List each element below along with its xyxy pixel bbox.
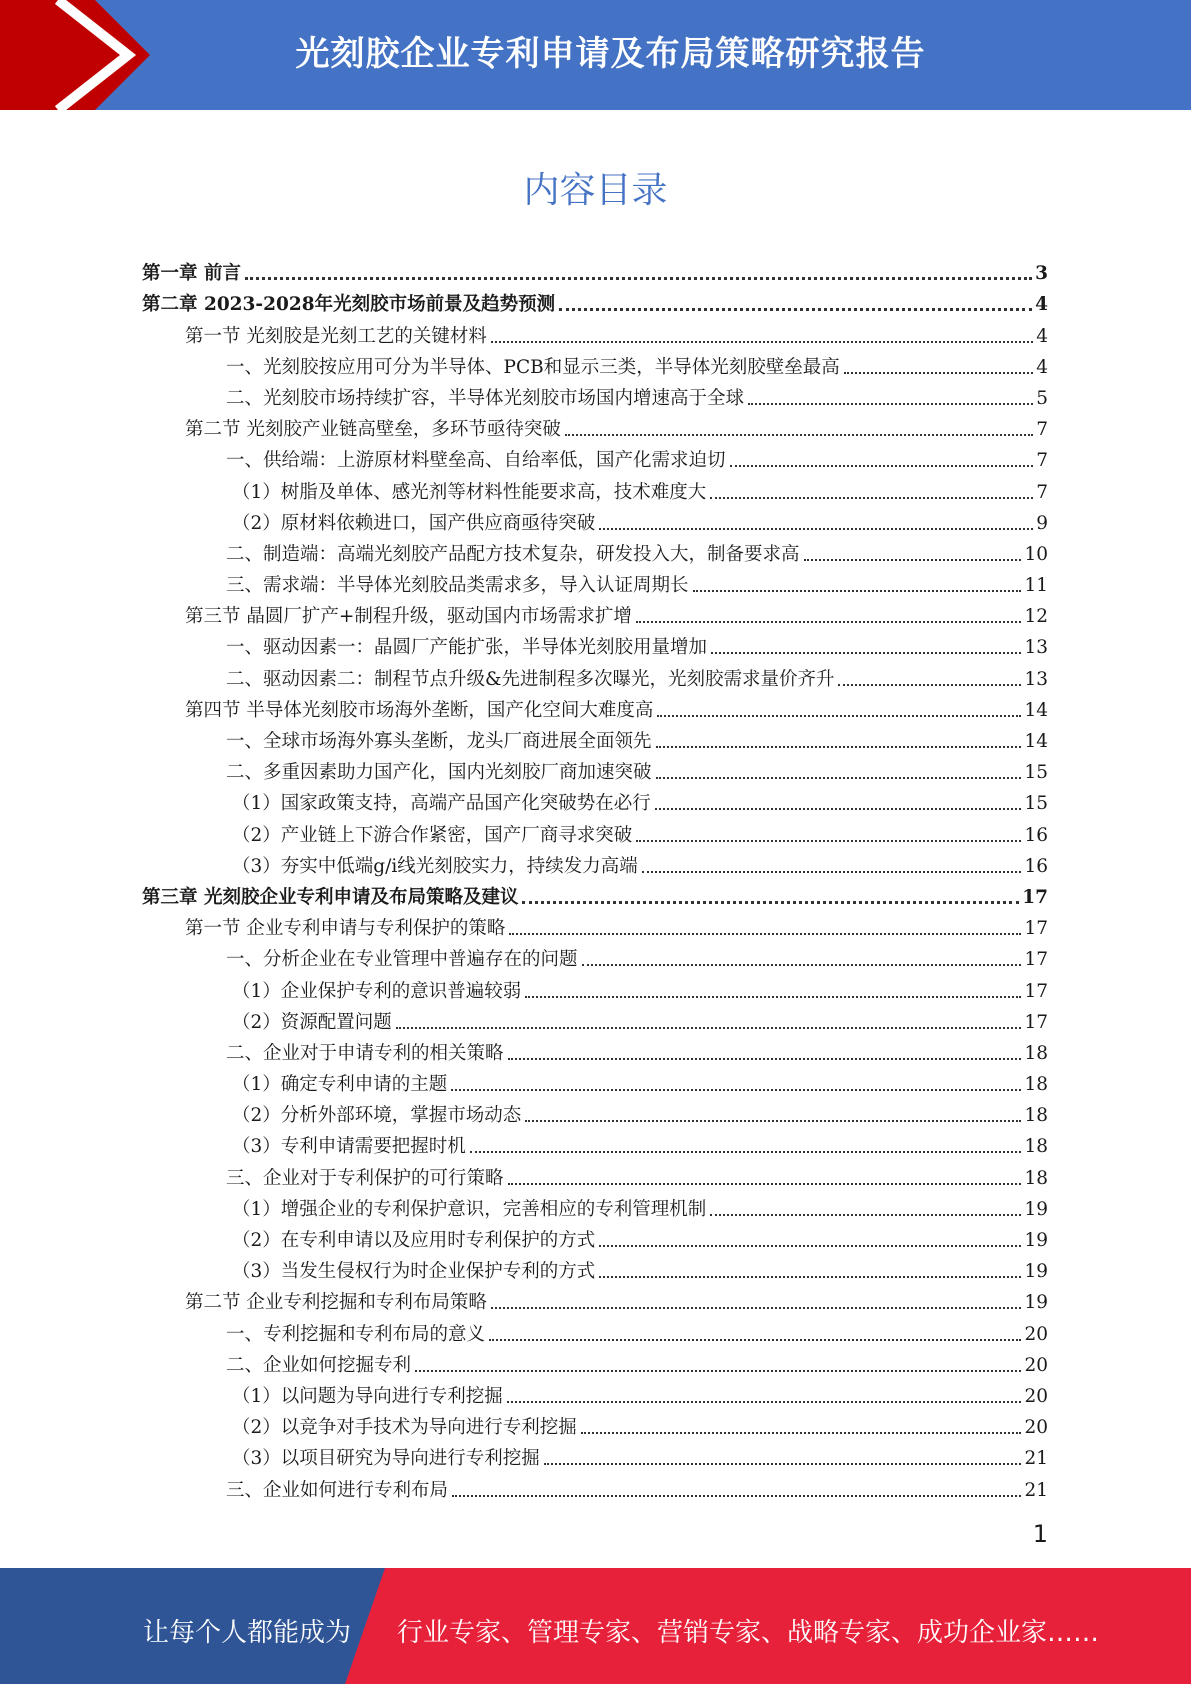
toc-entry[interactable] xyxy=(142,316,1048,347)
toc-entry-title: （1）树脂及单体、感光剂等材料性能要求高，技术难度大 xyxy=(232,481,707,503)
toc-entry-page: 17 xyxy=(1024,918,1048,940)
toc-leader-dots xyxy=(470,1151,1022,1153)
toc-entry[interactable] xyxy=(142,722,1048,753)
toc-entry-title: （3）夯实中低端g/i线光刻胶实力，持续发力高端 xyxy=(232,855,638,877)
toc-leader-dots xyxy=(582,964,1022,966)
toc-leader-dots xyxy=(396,1027,1022,1029)
toc-leader-dots xyxy=(657,715,1021,717)
toc-leader-dots xyxy=(565,434,1033,436)
toc-entry-title: 三、企业对于专利保护的可行策略 xyxy=(226,1167,504,1189)
toc-entry[interactable] xyxy=(142,1065,1048,1096)
toc-entry[interactable] xyxy=(142,535,1048,566)
toc-leader-dots xyxy=(599,528,1033,530)
toc-entry-title: （3）以项目研究为导向进行专利挖掘 xyxy=(232,1448,540,1470)
toc-entry[interactable] xyxy=(142,659,1048,690)
toc-entry-page: 16 xyxy=(1024,855,1048,877)
toc-entry[interactable] xyxy=(142,909,1048,940)
toc-entry[interactable] xyxy=(142,971,1048,1002)
toc-entry-page: 12 xyxy=(1024,606,1048,628)
toc-entry[interactable] xyxy=(142,504,1048,535)
toc-entry-page: 18 xyxy=(1024,1136,1048,1158)
toc-entry-page: 7 xyxy=(1036,419,1048,441)
toc-entry-title: 三、需求端：半导体光刻胶品类需求多，导入认证周期长 xyxy=(226,575,689,597)
toc-leader-dots xyxy=(581,1432,1022,1434)
toc-leader-dots xyxy=(415,1370,1021,1372)
toc-entry-page: 18 xyxy=(1024,1074,1048,1096)
toc-entry-title: （1）以问题为导向进行专利挖掘 xyxy=(232,1385,503,1407)
toc-entry-page: 19 xyxy=(1024,1261,1048,1283)
toc-entry[interactable] xyxy=(142,441,1048,472)
toc-entry-title: （1）增强企业的专利保护意识，完善相应的专利管理机制 xyxy=(232,1198,707,1220)
toc-entry-page: 21 xyxy=(1024,1479,1048,1501)
toc-entry-title: （1）企业保护专利的意识普遍较弱 xyxy=(232,980,522,1002)
toc-entry[interactable] xyxy=(142,472,1048,503)
toc-entry-title: 第四节 半导体光刻胶市场海外垄断，国产化空间大难度高 xyxy=(185,699,654,721)
toc-entry-page: 17 xyxy=(1022,886,1048,908)
toc-entry-page: 13 xyxy=(1024,637,1048,659)
toc-entry-title: 第二章 2023-2028年光刻胶市场前景及趋势预测 xyxy=(142,294,556,316)
toc-entry-page: 20 xyxy=(1024,1354,1048,1376)
toc-leader-dots xyxy=(559,308,1032,311)
toc-entry-title: （3）当发生侵权行为时企业保护专利的方式 xyxy=(232,1261,596,1283)
toc-leader-dots xyxy=(508,1183,1022,1185)
toc-entry[interactable] xyxy=(142,1221,1048,1252)
toc-leader-dots xyxy=(655,808,1022,810)
toc-entry-title: （2）在专利申请以及应用时专利保护的方式 xyxy=(232,1230,596,1251)
footer-banner xyxy=(0,1568,1191,1684)
toc-entry[interactable] xyxy=(142,285,1048,316)
toc-entry-title: （2）分析外部环境，掌握市场动态 xyxy=(232,1105,522,1127)
toc-entry-page: 21 xyxy=(1024,1448,1048,1470)
toc-entry[interactable] xyxy=(142,1034,1048,1065)
toc-entry[interactable] xyxy=(142,1439,1048,1470)
toc-leader-dots xyxy=(838,684,1021,686)
toc-entry[interactable] xyxy=(142,348,1048,379)
footer-slogan-left: 让每个人都能成为 xyxy=(143,1618,352,1648)
toc-entry-page: 18 xyxy=(1024,1042,1048,1064)
toc-entry-page: 14 xyxy=(1024,699,1048,721)
toc-entry[interactable] xyxy=(142,597,1048,628)
toc-entry-title: 二、制造端：高端光刻胶产品配方技术复杂，研发投入大，制备要求高 xyxy=(226,543,800,565)
toc-entry[interactable] xyxy=(142,379,1048,410)
toc-entry-title: 第一节 企业专利申请与专利保护的策略 xyxy=(185,918,506,940)
toc-leader-dots xyxy=(489,1339,1021,1341)
toc-entry-page: 20 xyxy=(1024,1385,1048,1407)
toc-leader-dots xyxy=(525,996,1021,998)
toc-entry-page: 11 xyxy=(1024,575,1048,597)
toc-leader-dots xyxy=(491,341,1033,343)
toc-leader-dots xyxy=(525,1120,1021,1122)
chevron-arrow-icon xyxy=(0,0,150,110)
toc-leader-dots xyxy=(748,403,1033,405)
toc-leader-dots xyxy=(636,621,1022,623)
toc-leader-dots xyxy=(656,777,1022,779)
toc-entry-title: （2）原材料依赖进口，国产供应商亟待突破 xyxy=(232,512,596,534)
toc-leader-dots xyxy=(710,1214,1021,1216)
toc-heading: 内容目录 xyxy=(523,170,668,211)
toc-entry-page: 4 xyxy=(1036,356,1048,378)
toc-entry-page: 3 xyxy=(1035,263,1048,285)
toc-leader-dots xyxy=(509,933,1021,935)
toc-entry[interactable] xyxy=(142,1408,1048,1439)
toc-leader-dots xyxy=(693,590,1022,592)
toc-entry[interactable] xyxy=(142,878,1048,909)
toc-leader-dots xyxy=(711,652,1021,654)
toc-entry[interactable] xyxy=(142,566,1048,597)
toc-entry-title: 二、光刻胶市场持续扩容，半导体光刻胶市场国内增速高于全球 xyxy=(226,387,745,409)
toc-entry-title: 一、专利挖掘和专利布局的意义 xyxy=(226,1323,486,1345)
page-number: 1 xyxy=(1032,1520,1048,1548)
toc-entry-page: 7 xyxy=(1036,481,1048,503)
toc-entry-title: （1）国家政策支持，高端产品国产化突破势在必行 xyxy=(232,793,651,815)
toc-entry[interactable] xyxy=(142,1377,1048,1408)
toc-entry-title: 第二节 企业专利挖掘和专利布局策略 xyxy=(185,1292,487,1314)
toc-entry[interactable] xyxy=(142,1346,1048,1377)
toc-entry-title: 第三节 晶圆厂扩产+制程升级，驱动国内市场需求扩增 xyxy=(185,606,632,628)
toc-entry-page: 18 xyxy=(1024,1105,1048,1127)
toc-entry-title: 第二节 光刻胶产业链高壁垒，多环节亟待突破 xyxy=(185,419,561,441)
toc-entry-title: （1）确定专利申请的主题 xyxy=(232,1074,448,1096)
toc-entry-title: 二、多重因素助力国产化，国内光刻胶厂商加速突破 xyxy=(226,762,652,784)
toc-entry-page: 9 xyxy=(1036,512,1048,534)
toc-entry-page: 10 xyxy=(1024,543,1048,565)
toc-entry-page: 19 xyxy=(1024,1292,1048,1314)
toc-entry-title: 一、全球市场海外寡头垄断，龙头厂商进展全面领先 xyxy=(226,731,652,752)
toc-leader-dots xyxy=(656,746,1022,748)
toc-entry-title: （2）产业链上下游合作紧密，国产厂商寻求突破 xyxy=(232,824,633,846)
toc-leader-dots xyxy=(522,901,1019,904)
toc-entry-page: 19 xyxy=(1024,1230,1048,1251)
toc-leader-dots xyxy=(599,1276,1021,1278)
toc-entry[interactable] xyxy=(142,1127,1048,1158)
toc-entry-title: 一、分析企业在专业管理中普遍存在的问题 xyxy=(226,949,578,971)
toc-entry-page: 20 xyxy=(1024,1323,1048,1345)
toc-entry[interactable] xyxy=(142,1003,1048,1034)
toc-entry[interactable] xyxy=(142,1158,1048,1189)
toc-entry-page: 4 xyxy=(1035,294,1048,316)
toc-entry-title: 三、企业如何进行专利布局 xyxy=(226,1479,449,1501)
toc-leader-dots xyxy=(451,1089,1021,1091)
toc-leader-dots xyxy=(710,497,1033,499)
toc-entry[interactable] xyxy=(142,1283,1048,1314)
toc-entry-page: 5 xyxy=(1036,387,1048,409)
table-of-contents xyxy=(142,254,1048,1502)
toc-leader-dots xyxy=(544,1463,1022,1465)
header-banner xyxy=(0,0,1191,110)
toc-entry-page: 13 xyxy=(1024,668,1048,690)
toc-entry-page: 17 xyxy=(1024,1011,1048,1033)
toc-entry[interactable] xyxy=(142,254,1048,285)
toc-entry[interactable] xyxy=(142,410,1048,441)
toc-entry[interactable] xyxy=(142,1314,1048,1345)
toc-entry-page: 20 xyxy=(1024,1417,1048,1439)
toc-entry[interactable] xyxy=(142,940,1048,971)
toc-entry[interactable] xyxy=(142,691,1048,722)
toc-entry-page: 15 xyxy=(1024,762,1048,784)
toc-entry-page: 7 xyxy=(1036,450,1048,472)
toc-entry[interactable] xyxy=(142,1252,1048,1283)
toc-entry-title: （3）专利申请需要把握时机 xyxy=(232,1136,466,1158)
toc-leader-dots xyxy=(508,1058,1022,1060)
toc-entry-page: 17 xyxy=(1024,949,1048,971)
toc-entry-title: 第三章 光刻胶企业专利申请及布局策略及建议 xyxy=(142,886,519,908)
toc-entry-page: 18 xyxy=(1024,1167,1048,1189)
toc-entry[interactable] xyxy=(142,1190,1048,1221)
document-title: 光刻胶企业专利申请及布局策略研究报告 xyxy=(295,34,926,74)
footer-slogan-right: 行业专家、管理专家、营销专家、战略专家、成功企业家…… xyxy=(397,1618,1100,1648)
toc-leader-dots xyxy=(636,840,1021,842)
toc-entry-title: 一、供给端：上游原材料壁垒高、自给率低，国产化需求迫切 xyxy=(226,450,726,472)
toc-entry-title: 一、驱动因素一：晶圆厂产能扩张，半导体光刻胶用量增加 xyxy=(226,637,708,659)
toc-leader-dots xyxy=(844,372,1034,374)
toc-entry-title: 第一节 光刻胶是光刻工艺的关键材料 xyxy=(185,325,487,347)
toc-entry[interactable] xyxy=(142,1096,1048,1127)
toc-entry-title: 一、光刻胶按应用可分为半导体、PCB和显示三类，半导体光刻胶壁垒最高 xyxy=(226,356,840,378)
toc-leader-dots xyxy=(730,465,1034,467)
toc-entry-page: 14 xyxy=(1024,731,1048,752)
toc-entry[interactable] xyxy=(142,628,1048,659)
toc-leader-dots xyxy=(452,1495,1021,1497)
toc-entry[interactable] xyxy=(142,753,1048,784)
toc-entry[interactable] xyxy=(142,815,1048,846)
toc-entry-title: （2）资源配置问题 xyxy=(232,1011,392,1033)
toc-leader-dots xyxy=(642,871,1022,873)
toc-entry[interactable] xyxy=(142,784,1048,815)
toc-entry-title: 二、企业对于申请专利的相关策略 xyxy=(226,1042,504,1064)
toc-leader-dots xyxy=(804,559,1022,561)
toc-entry-title: 二、驱动因素二：制程节点升级&先进制程多次曝光，光刻胶需求量价齐升 xyxy=(226,668,835,690)
toc-entry-title: 第一章 前言 xyxy=(142,263,241,285)
toc-entry[interactable] xyxy=(142,1470,1048,1501)
toc-leader-dots xyxy=(245,277,1032,280)
toc-entry[interactable] xyxy=(142,847,1048,878)
toc-leader-dots xyxy=(491,1307,1022,1309)
toc-entry-page: 19 xyxy=(1024,1198,1048,1220)
toc-leader-dots xyxy=(507,1401,1022,1403)
toc-entry-title: 二、企业如何挖掘专利 xyxy=(226,1354,412,1376)
toc-entry-page: 4 xyxy=(1036,325,1048,347)
toc-entry-page: 17 xyxy=(1024,980,1048,1002)
toc-leader-dots xyxy=(599,1245,1021,1247)
toc-entry-page: 15 xyxy=(1024,793,1048,815)
toc-entry-page: 16 xyxy=(1024,824,1048,846)
toc-entry-title: （2）以竞争对手技术为导向进行专利挖掘 xyxy=(232,1417,577,1439)
